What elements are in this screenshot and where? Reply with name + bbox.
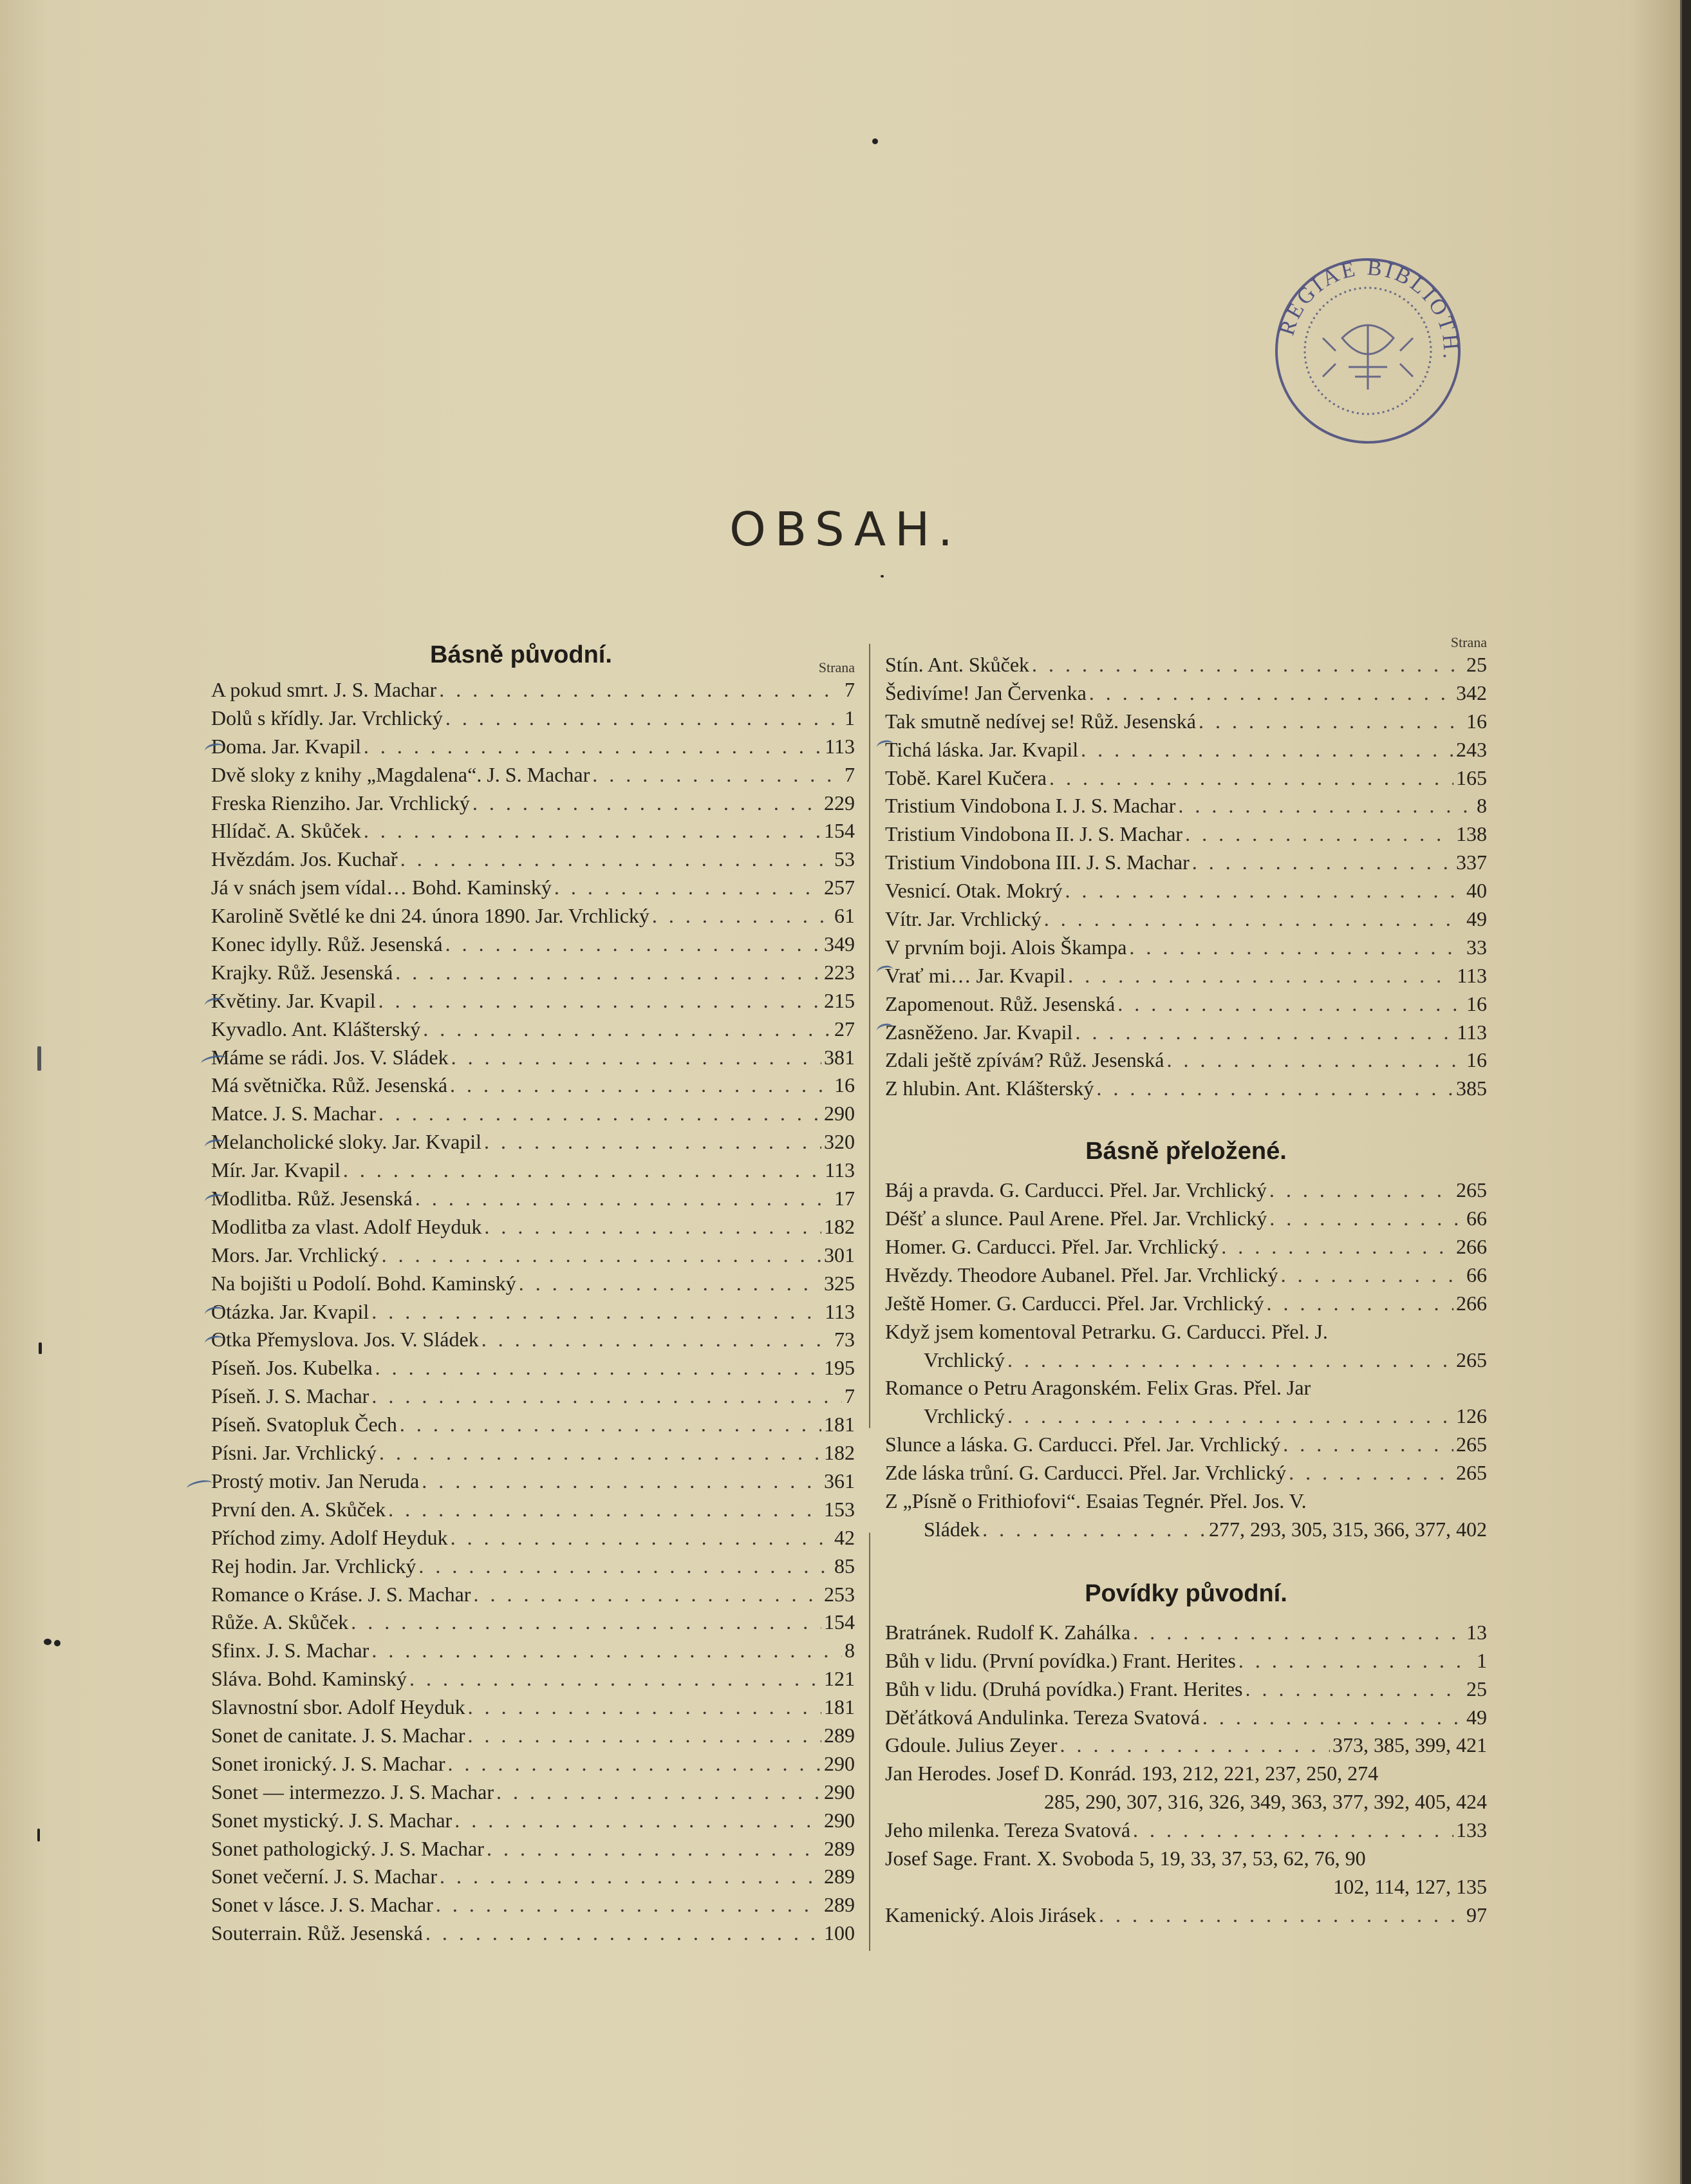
entry-title: Tobě. Karel Kučera — [885, 766, 1047, 789]
dot-leader — [1089, 679, 1453, 708]
toc-entry: Vrchlický . . . 265 — [885, 1346, 1487, 1375]
dot-leader — [592, 761, 842, 789]
page-number: 113 — [825, 1299, 855, 1323]
dot-leader — [496, 1778, 821, 1807]
page-number: 182 — [824, 1441, 855, 1465]
entry-title: Hlídač. A. Skůček — [211, 819, 361, 843]
entry-title: Dvě sloky z knihy „Magdalena“. J. S. Machar — [211, 762, 590, 786]
toc-entry: Děťátková Andulinka. Tereza Svatová . . . 49 — [885, 1704, 1487, 1732]
toc-entry-line: Romance o Petru Aragonském. Felix Gras. Přel. Jar — [885, 1376, 1311, 1400]
entry-title: Píseň. Svatopluk Čech — [211, 1413, 397, 1436]
toc-entry — [211, 1015, 855, 1044]
toc-entry-pages: 102, 114, 127, 135 — [1333, 1874, 1487, 1898]
entry-title: Stín. Ant. Skůček — [885, 653, 1030, 676]
page-number: 253 — [824, 1582, 855, 1606]
dot-leader — [395, 959, 821, 987]
page-number: 290 — [824, 1751, 855, 1775]
entry-title: Z hlubin. Ant. Klášterský — [885, 1077, 1094, 1100]
dot-leader — [364, 733, 822, 761]
page-number: 181 — [824, 1413, 855, 1436]
entry-title: Matce. J. S. Machar — [211, 1102, 376, 1125]
entry-title: Prostý motiv. Jan Neruda — [211, 1469, 420, 1492]
toc-entry-pages: 285, 290, 307, 316, 326, 349, 363, 377, 392, 405, 424 — [1044, 1790, 1487, 1814]
entry-title: Sonet v lásce. J. S. Machar — [211, 1893, 433, 1917]
entry-title: Romance o Kráse. J. S. Machar — [211, 1582, 471, 1606]
entry-title: Krajky. Růž. Jesenská — [211, 960, 393, 984]
page-title: OBSAH. — [729, 502, 962, 556]
toc-entry — [211, 1496, 855, 1524]
dot-leader — [400, 845, 832, 874]
entry-title: Máme se rádi. Jos. V. Sládek — [211, 1045, 449, 1069]
toc-entry — [211, 1637, 855, 1665]
dot-leader — [451, 1044, 821, 1072]
page-number: 289 — [824, 1893, 855, 1917]
dot-leader — [473, 1581, 821, 1609]
toc-entry — [211, 1100, 855, 1128]
dot-leader — [1192, 849, 1453, 877]
dot-leader — [1044, 905, 1464, 934]
toc-entry — [211, 1156, 855, 1185]
entry-title: Sonet večerní. J. S. Machar — [211, 1865, 438, 1888]
dot-leader — [468, 1722, 821, 1750]
page-number: 181 — [824, 1695, 855, 1719]
left-column — [211, 637, 855, 1948]
toc-entry — [211, 1439, 855, 1467]
entry-title: Příchod zimy. Adolf Heyduk — [211, 1525, 448, 1549]
entry-title: Vesnicí. Otak. Mokrý — [885, 879, 1063, 903]
dot-leader — [487, 1835, 821, 1863]
dot-leader — [1199, 708, 1464, 736]
toc-entry — [211, 1128, 855, 1156]
section-heading-original-poems: Básně původní. — [430, 641, 612, 668]
dot-leader — [652, 902, 832, 930]
entry-title: Květiny. Jar. Kvapil — [211, 988, 376, 1012]
toc-entry — [211, 902, 855, 930]
dot-leader — [364, 817, 821, 845]
dot-leader — [1117, 990, 1464, 1019]
dot-leader — [519, 1270, 821, 1298]
page-number: 165 — [1456, 766, 1487, 789]
toc-entry: Kamenický. Alois Jirásek . . . 97 — [885, 1901, 1487, 1930]
dot-leader — [554, 874, 821, 902]
entry-title: Sonet ironický. J. S. Machar — [211, 1751, 445, 1775]
toc-entry — [885, 849, 1487, 877]
page-number: 195 — [824, 1356, 855, 1380]
toc-entry — [211, 1608, 855, 1637]
toc-entry: Zde láska trůní. G. Carducci. Přel. Jar. Vrchlický . . . 265 — [885, 1459, 1487, 1487]
entry-title: Já v snách jsem vídal… Bohd. Kaminský — [211, 876, 552, 899]
toc-entry — [211, 789, 855, 818]
original-stories-list — [885, 1619, 1487, 1930]
dot-leader — [351, 1608, 821, 1637]
dot-leader — [1178, 792, 1474, 820]
dot-leader — [371, 1382, 842, 1411]
dot-leader — [379, 1439, 821, 1467]
toc-entry — [211, 987, 855, 1015]
toc-entry — [211, 1298, 855, 1326]
page-number: 7 — [845, 678, 855, 701]
toc-entry — [885, 990, 1487, 1019]
dot-leader — [445, 704, 842, 733]
dot-leader — [375, 1354, 821, 1382]
dot-leader — [425, 1919, 821, 1948]
entry-title: První den. A. Skůček — [211, 1497, 386, 1521]
entry-title: Růže. A. Skůček — [211, 1610, 349, 1634]
entry-title: Píseň. J. S. Machar — [211, 1384, 369, 1408]
page-number: 138 — [1456, 822, 1487, 846]
stamp-text: REGIAE BIBLIOTH. — [1275, 256, 1463, 363]
translated-poems-list — [885, 1176, 1487, 1544]
dot-leader — [450, 1071, 832, 1100]
toc-entry — [211, 1665, 855, 1693]
page-number: 257 — [824, 876, 855, 899]
entry-title: V prvním boji. Alois Škampa — [885, 935, 1127, 959]
toc-entry — [211, 845, 855, 874]
toc-entry — [211, 1270, 855, 1298]
page-number: 289 — [824, 1723, 855, 1747]
page-number: 7 — [845, 762, 855, 786]
dot-leader — [1032, 651, 1464, 679]
toc-entry: Hvězdy. Theodore Aubanel. Přel. Jar. Vrchlický . . . 66 — [885, 1261, 1487, 1290]
page-number: 182 — [824, 1214, 855, 1238]
dot-leader — [436, 1891, 821, 1919]
toc-entry: Jeho milenka. Tereza Svatová . . . 133 — [885, 1816, 1487, 1845]
dot-leader — [1166, 1046, 1464, 1075]
toc-entry-line: Z „Písně o Frithiofovi“. Esaias Tegnér. Přel. Jos. V. — [885, 1489, 1307, 1513]
toc-entry — [211, 1919, 855, 1948]
page-number: 301 — [824, 1243, 855, 1266]
toc-entry — [211, 1354, 855, 1382]
page-number: 290 — [824, 1102, 855, 1125]
toc-entry — [885, 792, 1487, 820]
page-number: 40 — [1466, 879, 1487, 903]
dot-leader — [1096, 1075, 1453, 1103]
entry-title: Písni. Jar. Vrchlický — [211, 1441, 377, 1465]
page-number: 113 — [825, 1158, 855, 1182]
dot-leader — [371, 1637, 842, 1665]
toc-entry-line: Josef Sage. Frant. X. Svoboda 5, 19, 33, 37, 53, 62, 76, 90 — [885, 1846, 1366, 1870]
page-number: 290 — [824, 1808, 855, 1832]
toc-entry — [211, 1213, 855, 1241]
toc-entry — [211, 959, 855, 987]
toc-entry — [211, 1891, 855, 1919]
page-number: 153 — [824, 1497, 855, 1521]
entry-title: Tak smutně nedívej se! Růž. Jesenská — [885, 709, 1196, 733]
toc-entry — [211, 1524, 855, 1552]
toc-entry — [211, 1044, 855, 1072]
toc-entry — [885, 1075, 1487, 1103]
page-number: 381 — [824, 1045, 855, 1069]
toc-entry — [885, 934, 1487, 962]
toc-entry — [211, 1750, 855, 1778]
page-number: 8 — [845, 1639, 855, 1662]
entry-title: Má světnička. Růž. Jesenská — [211, 1073, 448, 1097]
dot-leader — [418, 1552, 832, 1581]
page-number: 8 — [1477, 794, 1487, 818]
toc-entry — [211, 930, 855, 959]
original-poems-list-continued — [885, 651, 1487, 1103]
toc-entry — [211, 1778, 855, 1807]
page-number: 243 — [1456, 737, 1487, 761]
toc-entry: Bratránek. Rudolf K. Zahálka . . . 13 — [885, 1619, 1487, 1647]
toc-entry-line: Jan Herodes. Josef D. Konrád. 193, 212, 221, 237, 250, 274 — [885, 1762, 1379, 1785]
strana-label: Strana — [1450, 634, 1487, 650]
toc-entry — [885, 820, 1487, 849]
dot-leader — [388, 1496, 821, 1524]
page-number: 361 — [824, 1469, 855, 1492]
strana-label: Strana — [818, 659, 855, 675]
entry-title: Modlitba. Růž. Jesenská — [211, 1187, 413, 1210]
dot-leader — [484, 1213, 821, 1241]
dot-leader — [415, 1185, 832, 1213]
toc-entry — [211, 1581, 855, 1609]
toc-entry — [211, 676, 855, 704]
entry-title: Konec idylly. Růž. Jesenská — [211, 932, 443, 956]
page-number: 215 — [824, 988, 855, 1012]
page-number: 42 — [834, 1525, 855, 1549]
page-number: 154 — [824, 1610, 855, 1634]
dot-leader — [451, 1524, 832, 1552]
entry-title: Karolině Světlé ke dni 24. února 1890. Jar. Vrchlický — [211, 904, 649, 928]
page-number: 337 — [1456, 851, 1487, 874]
entry-title: Tichá láska. Jar. Kvapil — [885, 737, 1079, 761]
right-column — [885, 634, 1487, 1930]
dot-leader — [378, 987, 821, 1015]
section-heading-original-stories: Povídky původní. — [1085, 1579, 1287, 1607]
toc-entry — [885, 708, 1487, 736]
toc-entry — [211, 1807, 855, 1835]
toc-entry: Bůh v lidu. (Druhá povídka.) Frant. Herites . . . 25 — [885, 1675, 1487, 1704]
toc-entry — [885, 736, 1487, 764]
toc-entry — [211, 874, 855, 902]
entry-title: Sfinx. J. S. Machar — [211, 1639, 369, 1662]
toc-entry: Slunce a láska. G. Carducci. Přel. Jar. Vrchlický . . . 265 — [885, 1431, 1487, 1459]
dot-leader — [481, 1326, 832, 1354]
toc-entry — [211, 1552, 855, 1581]
entry-title: Zdali ještě zpíváм? Růž. Jesenská — [885, 1048, 1164, 1072]
toc-entry: Báj a pravda. G. Carducci. Přel. Jar. Vrchlický . . . 265 — [885, 1176, 1487, 1205]
toc-entry — [885, 877, 1487, 905]
toc-entry — [885, 962, 1487, 990]
toc-entry-line: Když jsem komentoval Petrarku. G. Carducci. Přel. J. — [885, 1319, 1328, 1343]
dot-leader — [423, 1015, 832, 1044]
entry-title: Sonet mystický. J. S. Machar — [211, 1808, 453, 1832]
page-number: 121 — [824, 1667, 855, 1691]
section-heading-translated-poems: Básně přeložené. — [1085, 1138, 1287, 1165]
toc-entry — [211, 1326, 855, 1354]
pencil-mark — [186, 1478, 213, 1493]
page-number: 7 — [845, 1384, 855, 1408]
entry-title: Kyvadlo. Ant. Klášterský — [211, 1017, 421, 1040]
toc-entry — [211, 1411, 855, 1439]
dot-leader — [448, 1750, 822, 1778]
page-number: 1 — [845, 706, 855, 730]
column-divider — [869, 644, 870, 1951]
page-number: 73 — [834, 1328, 855, 1351]
ink-speck — [54, 1640, 61, 1646]
dot-leader — [1129, 934, 1464, 962]
dot-leader — [484, 1128, 821, 1156]
toc-entry — [211, 1071, 855, 1100]
dot-leader — [1075, 1019, 1454, 1047]
dot-leader — [371, 1298, 822, 1326]
ink-speck — [37, 1829, 40, 1841]
entry-title: Souterrain. Růž. Jesenská — [211, 1921, 423, 1945]
dot-leader — [1185, 820, 1453, 849]
entry-title: Na bojišti u Podolí. Bohd. Kaminský — [211, 1271, 516, 1295]
page-number: 17 — [834, 1187, 855, 1210]
page-number: 229 — [824, 791, 855, 814]
page-number: 325 — [824, 1271, 855, 1295]
page-number: 16 — [1466, 1048, 1487, 1072]
dot-leader — [472, 789, 821, 818]
dot-leader — [343, 1156, 822, 1185]
page-number: 16 — [1466, 709, 1487, 733]
page-number: 113 — [1457, 1020, 1487, 1044]
entry-title: Otázka. Jar. Kvapil — [211, 1299, 369, 1323]
entry-title: Sonet de canitate. J. S. Machar — [211, 1723, 465, 1747]
page-number: 27 — [834, 1017, 855, 1040]
entry-title: Mír. Jar. Kvapil — [211, 1158, 341, 1182]
entry-title: Vítr. Jar. Vrchlický — [885, 907, 1042, 931]
page-number: 49 — [1466, 907, 1487, 931]
toc-entry — [211, 1382, 855, 1411]
page-number: 385 — [1456, 1077, 1487, 1100]
entry-title: Sonet — intermezzo. J. S. Machar — [211, 1780, 494, 1803]
entry-title: Sláva. Bohd. Kaminský — [211, 1667, 407, 1691]
dot-leader — [1049, 764, 1453, 793]
entry-title: Freska Rienziho. Jar. Vrchlický — [211, 791, 470, 814]
dot-leader — [445, 930, 821, 959]
dot-leader — [454, 1807, 821, 1835]
page-number: 25 — [1466, 653, 1487, 676]
entry-title: Rej hodin. Jar. Vrchlický — [211, 1554, 416, 1577]
toc-entry — [211, 733, 855, 761]
page-number: 290 — [824, 1780, 855, 1803]
toc-entry — [211, 1722, 855, 1750]
page-number: 223 — [824, 960, 855, 984]
page-number: 320 — [824, 1130, 855, 1154]
ink-speck — [37, 1046, 41, 1071]
entry-title: Píseň. Jos. Kubelka — [211, 1356, 373, 1380]
toc-entry — [211, 1241, 855, 1270]
dot-leader — [1065, 877, 1464, 905]
page-number: 289 — [824, 1865, 855, 1888]
page-number: 342 — [1456, 681, 1487, 704]
dot-leader — [468, 1693, 821, 1722]
entry-title: Otka Přemyslova. Jos. V. Sládek — [211, 1328, 479, 1351]
entry-title: Tristium Vindobona II. J. S. Machar — [885, 822, 1183, 846]
toc-entry — [211, 1693, 855, 1722]
page-number: 113 — [1457, 963, 1487, 987]
dot-leader — [400, 1411, 821, 1439]
page-number: 100 — [824, 1921, 855, 1945]
toc-entry — [211, 704, 855, 733]
toc-entry — [211, 1467, 855, 1496]
page-number: 16 — [1466, 992, 1487, 1015]
entry-title: Šedivíme! Jan Červenka — [885, 681, 1087, 704]
page-number: 289 — [824, 1836, 855, 1860]
library-stamp — [1271, 254, 1464, 447]
entry-title: Dolů s křídly. Jar. Vrchlický — [211, 706, 443, 730]
toc-entry: Homer. G. Carducci. Přel. Jar. Vrchlický . . . 266 — [885, 1233, 1487, 1261]
page-number: 349 — [824, 932, 855, 956]
entry-title: Hvězdám. Jos. Kuchař — [211, 847, 398, 871]
entry-title: Modlitba za vlast. Adolf Heyduk — [211, 1214, 482, 1238]
toc-entry: Sládek . . . 277, 293, 305, 315, 366, 377, 402 — [885, 1516, 1487, 1544]
toc-entry — [885, 764, 1487, 793]
ink-speck — [881, 575, 884, 578]
page-number: 85 — [834, 1554, 855, 1577]
page-number: 113 — [825, 734, 855, 758]
entry-title: A pokud smrt. J. S. Machar — [211, 678, 437, 701]
entry-title: Sonet pathologický. J. S. Machar — [211, 1836, 484, 1860]
dot-leader — [439, 676, 842, 704]
dot-leader — [409, 1665, 821, 1693]
toc-entry — [885, 905, 1487, 934]
page-number: 53 — [834, 847, 855, 871]
page-number: 33 — [1466, 935, 1487, 959]
toc-entry: Gdoule. Julius Zeyer . . . 373, 385, 399, 421 — [885, 1731, 1487, 1760]
ink-speck — [39, 1342, 42, 1354]
toc-entry — [211, 1185, 855, 1213]
entry-title: Zasněženo. Jar. Kvapil — [885, 1020, 1073, 1044]
entry-title: Tristium Vindobona I. J. S. Machar — [885, 794, 1176, 818]
entry-title: Zapomenout. Růž. Jesenská — [885, 992, 1116, 1015]
toc-entry — [885, 651, 1487, 679]
toc-entry — [211, 817, 855, 845]
dot-leader — [440, 1863, 821, 1891]
entry-title: Tristium Vindobona III. J. S. Machar — [885, 851, 1190, 874]
toc-entry — [885, 1019, 1487, 1047]
dot-leader — [1068, 962, 1454, 990]
toc-entry — [885, 1046, 1487, 1075]
dot-leader — [382, 1241, 821, 1270]
original-poems-list — [211, 676, 855, 1948]
ink-speck — [44, 1639, 51, 1645]
toc-entry: Bůh v lidu. (První povídka.) Frant. Herites . . . 1 — [885, 1647, 1487, 1675]
dot-leader — [378, 1100, 821, 1128]
page-number: 16 — [834, 1073, 855, 1097]
page-number: 154 — [824, 819, 855, 843]
dot-leader — [1081, 736, 1453, 764]
entry-title: Slavnostní sbor. Adolf Heyduk — [211, 1695, 465, 1719]
entry-title: Mors. Jar. Vrchlický — [211, 1243, 379, 1266]
toc-entry — [211, 1835, 855, 1863]
toc-entry: Ještě Homer. G. Carducci. Přel. Jar. Vrchlický . . . 266 — [885, 1290, 1487, 1318]
toc-entry — [211, 761, 855, 789]
toc-entry: Vrchlický . . . 126 — [885, 1402, 1487, 1431]
page-number: 61 — [834, 904, 855, 928]
entry-title: Doma. Jar. Kvapil — [211, 734, 361, 758]
toc-entry — [885, 679, 1487, 708]
entry-title: Melancholické sloky. Jar. Kvapil — [211, 1130, 482, 1154]
toc-entry: Déšť a slunce. Paul Arene. Přel. Jar. Vrchlický . . . 66 — [885, 1205, 1487, 1233]
svg-text:REGIAE BIBLIOTH. — [1275, 256, 1463, 362]
toc-entry — [211, 1863, 855, 1891]
ink-speck — [872, 138, 878, 144]
dot-leader — [422, 1467, 821, 1496]
entry-title: Vrať mi… Jar. Kvapil — [885, 963, 1066, 987]
